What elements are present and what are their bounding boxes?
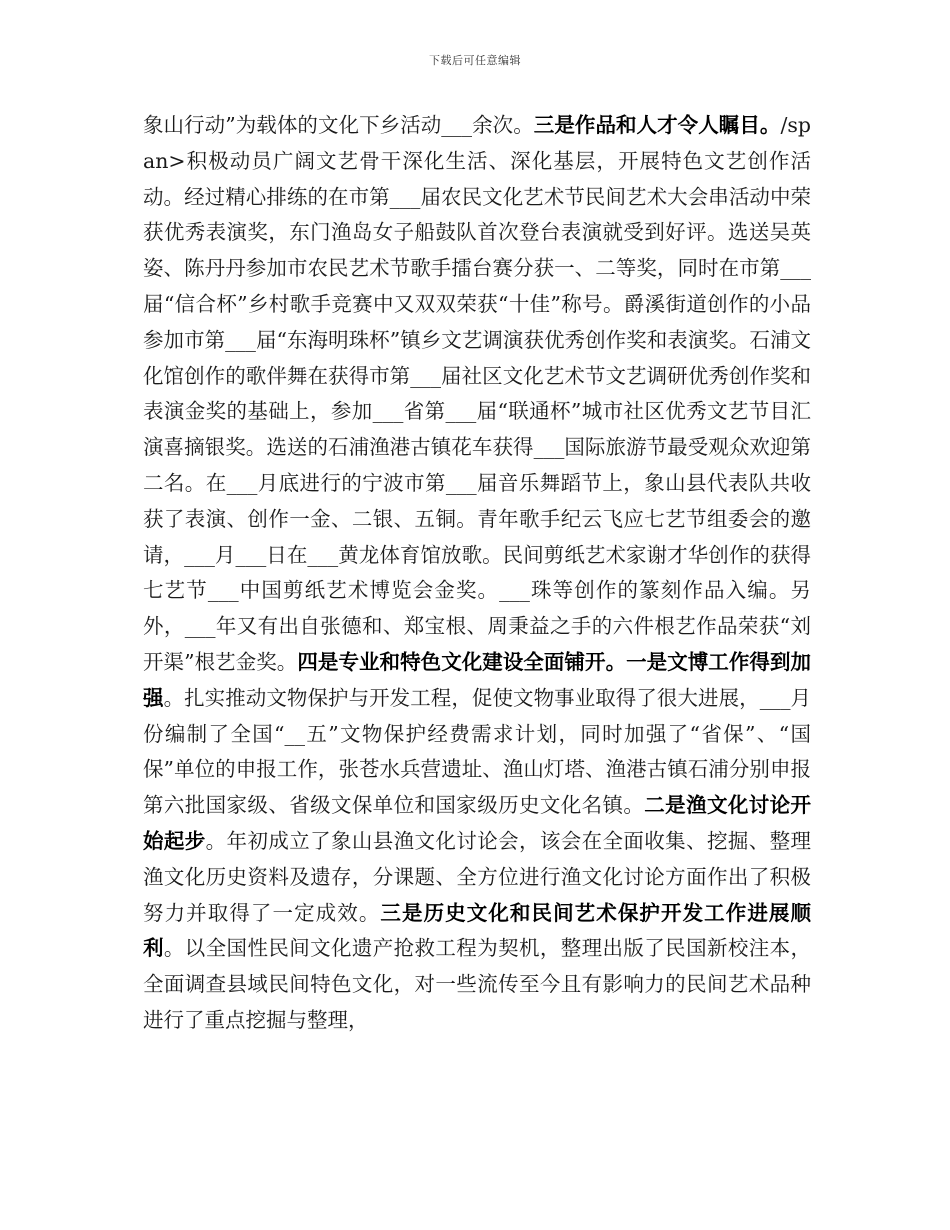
text-segment: 象山行动”为载体的文化下乡活动___余次。 bbox=[143, 113, 534, 137]
body-text bbox=[143, 108, 811, 1039]
body-paragraph bbox=[143, 108, 811, 1039]
bold-heading: 四是专业和特色文化建设全面铺开。一是文博工作得到加强 bbox=[143, 649, 811, 710]
bold-heading: 三是作品和人才令人瞩目。 bbox=[533, 113, 781, 137]
text-segment: 。年初成立了象山县渔文化讨论会，该会在全面收集、挖掘、整理渔文化历史资料及遗存，分课题、全方位进行渔文化讨论方面作出了积极努力并取得了一定成效。 bbox=[143, 828, 812, 925]
text-segment: 。以全国性民间文化遗产抢救工程为契机，整理出版了民国新校注本，全面调查县域民间特色文化，对一些流传至今且有影响力的民间艺术品种进行了重点挖掘与整理， bbox=[143, 936, 812, 1032]
text-segment: 。扎实推动文物保护与开发工程，促使文物事业取得了很大进展，___月份编制了全国“__五”文物保护经费需求计划，同时加强了“省保”、“国保”单位的申报工作，张苍水兵营遗址、渔山灯塔、渔港古镇石浦分别申报第六批国家级、省级文保单位和国家级历史文化名镇。 bbox=[143, 685, 812, 818]
page-header: 下载后可任意编辑 bbox=[429, 54, 521, 67]
bold-heading: 三是历史文化和民间艺术保护开发工作进展顺利 bbox=[143, 900, 812, 961]
text-segment: /span>积极动员广阔文艺骨干深化生活、深化基层，开展特色文艺创作活动。经过精心排练的在市第___届农民文化艺术节民间艺术大会串活动中荣获优秀表演奖，东门渔岛女子船鼓队首次登台表演就受到好评。选送吴英姿、陈丹丹参加市农民艺术节歌手擂台赛分获一、二等奖，同时在市第___届“信合杯”乡村歌手竞赛中又双双荣获“十佳”称号。爵溪街道创作的小品参加市第___届“东海明珠杯”镇乡文艺调演获优秀创作奖和表演奖。石浦文化馆创作的歌伴舞在获得市第___届社区文化艺术节文艺调研优秀创作奖和表演金奖的基础上，参加___省第___届“联通杯”城市社区优秀文艺节目汇演喜摘银奖。选送的石浦渔港古镇花车获得___国际旅游节最受观众欢迎第二名。在___月底进行的宁波市第___届音乐舞蹈节上，象山县代表队共收获了表演、创作一金、二银、五铜。青年歌手纪云飞应七艺节组委会的邀请，___月___日在___黄龙体育馆放歌。民间剪纸艺术家谢才华创作的获得七艺节___中国剪纸艺术博览会金奖。___珠等创作的篆刻作品入编。另外，___年又有出自张德和、郑宝根、周秉益之手的六件根艺作品荣获“刘开渠”根艺金奖。 bbox=[143, 113, 812, 674]
bold-heading: 二是渔文化讨论开始起步 bbox=[143, 793, 812, 853]
